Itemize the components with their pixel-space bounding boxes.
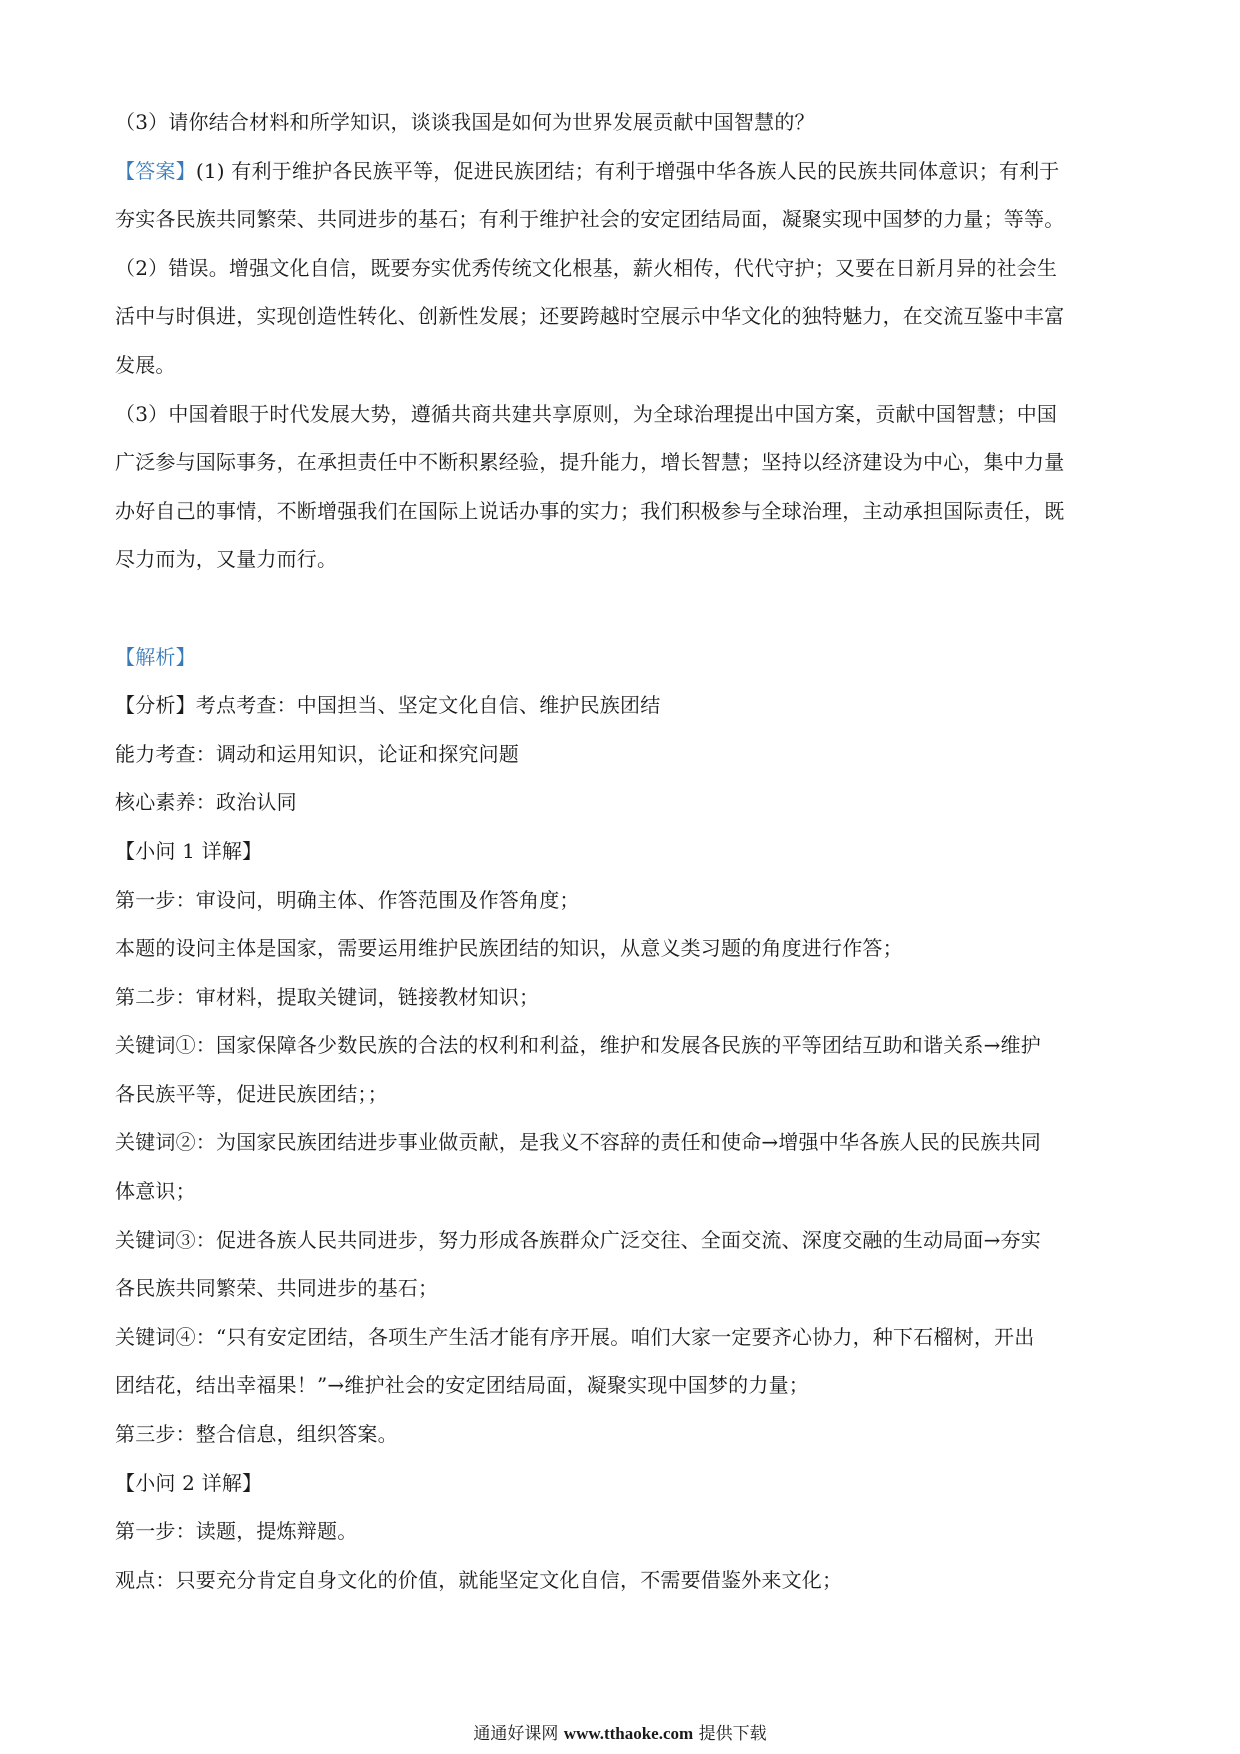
- spacer: [115, 584, 1131, 633]
- answer-line-2: 夯实各民族共同繁荣、共同进步的基石；有利于维护社会的安定团结局面，凝聚实现中国梦的力量；等等。: [115, 207, 1065, 232]
- analysis-line-2: 能力考查：调动和运用知识，论证和探究问题: [115, 741, 519, 766]
- analysis-line-13: 各民族共同繁荣、共同进步的基石；: [115, 1276, 439, 1301]
- analysis-line-18: 第一步：读题，提炼辩题。: [115, 1519, 358, 1544]
- footer-site-name: 通通好课网: [473, 1724, 559, 1744]
- answer-line-5: 发展。: [115, 352, 176, 377]
- analysis-line-10: 关键词②：为国家民族团结进步事业做贡献，是我义不容辞的责任和使命→增强中华各族人民的民族共同: [115, 1130, 1041, 1155]
- analysis-line-3: 核心素养：政治认同: [115, 790, 297, 815]
- answer-line-9: 尽力而为，又量力而行。: [115, 547, 338, 572]
- answer-tag: 【答案】: [115, 158, 196, 183]
- page-footer: [0, 1722, 1240, 1746]
- answer-line-3: （2）错误。增强文化自信，既要夯实优秀传统文化根基，薪火相传，代代守护；又要在日新月异的社会生: [115, 255, 1058, 280]
- analysis-line-15: 团结花，结出幸福果！”→维护社会的安定团结局面，凝聚实现中国梦的力量；: [115, 1373, 809, 1398]
- analysis-line-6: 本题的设问主体是国家，需要运用维护民族团结的知识，从意义类习题的角度进行作答；: [115, 936, 903, 961]
- analysis-line-5: 第一步：审设问，明确主体、作答范围及作答角度；: [115, 887, 580, 912]
- analysis-line-4: 【小问 1 详解】: [115, 838, 263, 863]
- document-page: [115, 98, 1131, 1604]
- analysis-line-9: 各民族平等，促进民族团结；；: [115, 1081, 388, 1106]
- analysis-line-11: 体意识；: [115, 1179, 196, 1204]
- analysis-line-1: 【分析】考点考查：中国担当、坚定文化自信、维护民族团结: [115, 693, 661, 718]
- answer-text-1: (1) 有利于维护各民族平等，促进民族团结；有利于增强中华各族人民的民族共同体意识；有利于: [195, 158, 1060, 183]
- analysis-line-14: 关键词④：“只有安定团结，各项生产生活才能有序开展。咱们大家一定要齐心协力，种下石榴树，开出: [115, 1324, 1035, 1349]
- footer-download-text: 提供下载: [698, 1724, 767, 1744]
- analysis-line-12: 关键词③：促进各族人民共同进步，努力形成各族群众广泛交往、全面交流、深度交融的生动局面→夯实: [115, 1227, 1041, 1252]
- answer-line-1: [115, 147, 1131, 196]
- answer-line-7: 广泛参与国际事务，在承担责任中不断积累经验，提升能力，增长智慧；坚持以经济建设为中心，集中力量: [115, 450, 1065, 475]
- answer-line-4: 活中与时俱进，实现创造性转化、创新性发展；还要跨越时空展示中华文化的独特魅力，在交流互鉴中丰富: [115, 304, 1065, 329]
- analysis-line-7: 第二步：审材料，提取关键词，链接教材知识；: [115, 984, 540, 1009]
- answer-line-8: 办好自己的事情，不断增强我们在国际上说话办事的实力；我们积极参与全球治理，主动承担国际责任，既: [115, 498, 1065, 523]
- analysis-line-8: 关键词①：国家保障各少数民族的合法的权利和利益，维护和发展各民族的平等团结互助和谐关系→维护: [115, 1033, 1041, 1058]
- question-3: （3）请你结合材料和所学知识，谈谈我国是如何为世界发展贡献中国智慧的？: [115, 110, 815, 134]
- analysis-line-17: 【小问 2 详解】: [115, 1470, 263, 1495]
- analysis-line-19: 观点：只要充分肯定自身文化的价值，就能坚定文化自信，不需要借鉴外来文化；: [115, 1567, 843, 1592]
- analysis-tag: 【解析】: [115, 644, 196, 669]
- answer-line-6: （3）中国着眼于时代发展大势，遵循共商共建共享原则，为全球治理提出中国方案，贡献中国智慧；中国: [115, 401, 1058, 426]
- analysis-line-16: 第三步：整合信息，组织答案。: [115, 1422, 398, 1447]
- footer-url-link[interactable]: www.tthaoke.com: [563, 1724, 694, 1743]
